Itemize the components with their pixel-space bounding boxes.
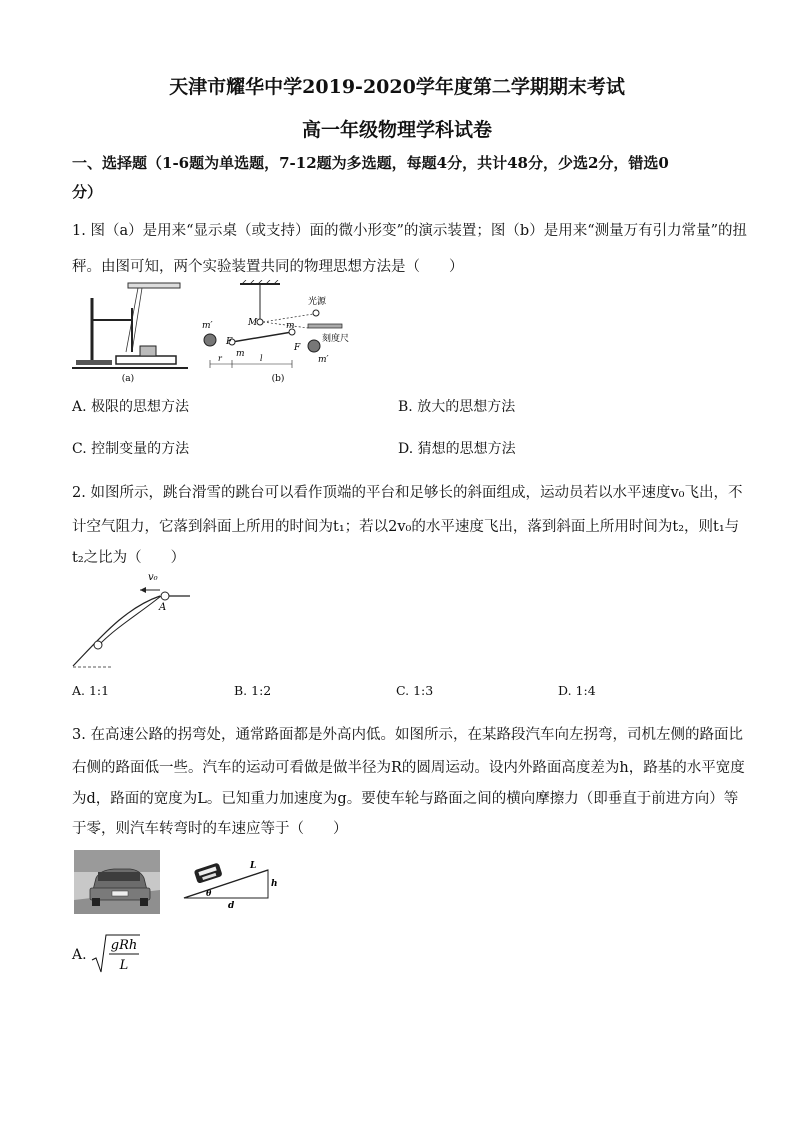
fig-b-label: (b) [271,374,285,384]
formula-denominator: L [119,958,129,973]
fig-b-F-right: F [294,343,301,353]
q1-figure-b [200,280,375,384]
fig-a-label: (a) [121,374,135,384]
fig-b-m-right: m [286,321,295,331]
fig-b-M: M [248,318,258,328]
q1-text-line2: 秤。由图可知，两个实验装置共同的物理思想方法是（ ） [72,259,464,275]
q3-car-photo [74,850,160,914]
fig-b-ruler-label: 刻度尺 [322,334,350,344]
fig-h-label: h [271,879,278,889]
q1-text-line1: 1. 图（a）是用来“显示桌（或支持）面的微小形变”的演示装置；图（b）是用来“测量万有引力常量”的扭 [72,223,748,239]
q1-option-c[interactable]: C. 控制变量的方法 [72,441,190,457]
q2-option-c[interactable]: C. 1:3 [396,683,434,698]
fig-b-light-label: 光源 [308,297,327,307]
q3-text-line1: 3. 在高速公路的拐弯处，通常路面都是外高内低。如图所示，在某路段汽车向左拐弯，司机左侧的路面比 [72,727,743,743]
fig-d-label: d [228,901,235,910]
q3-text-line3: 为d，路面的宽度为L。已知重力加速度为g。要使车轮与路面之间的横向摩擦力（即垂直于前进方向）等 [72,791,739,807]
q3-text-line4: 于零，则汽车转弯时的车速应等于（ ） [72,821,348,837]
q2-ski-jump-figure [70,568,195,673]
q2-option-a[interactable]: A. 1:1 [72,683,110,698]
q3-text-line2: 右侧的路面低一些。汽车的运动可看做是做半径为R的圆周运动。设内外路面高度差为h，路基的水平宽度 [72,760,745,776]
section-heading-line1: 一、选择题（1-6题为单选题，7-12题为多选题，每题4分，共计48分，少选2分，错选0 [72,154,669,172]
q1-option-d[interactable]: D. 猜想的思想方法 [398,441,516,457]
q2-text-line3: t₂之比为（ ） [72,550,186,566]
fig-L-label: L [250,861,257,871]
fig-b-r: r [218,354,222,363]
q2-option-d[interactable]: D. 1:4 [558,683,596,698]
q1-option-a[interactable]: A. 极限的思想方法 [72,399,190,415]
fig-v0-label: v₀ [148,572,158,583]
fig-b-mprime-left: m′ [202,321,213,331]
q1-option-b[interactable]: B. 放大的思想方法 [398,399,516,415]
q1-figure-a [72,280,188,384]
exam-title: 天津市耀华中学2019-2020学年度第二学期期末考试 [169,76,625,98]
q3-option-a-formula[interactable] [90,932,142,976]
q2-option-b[interactable]: B. 1:2 [234,683,272,698]
fig-A-label: A [159,602,167,613]
q3-option-a-prefix[interactable]: A. [72,947,87,963]
fig-b-mprime-right: m′ [318,355,329,365]
exam-subtitle: 高一年级物理学科试卷 [301,119,492,141]
fig-theta-label: θ [206,888,212,898]
q2-text-line1: 2. 如图所示，跳台滑雪的跳台可以看作顶端的平台和足够长的斜面组成，运动员若以水平速度v₀飞出，不 [72,485,743,501]
fig-b-m-left: m [236,349,245,359]
fig-b-F-left: F [226,337,233,347]
q3-banked-road-figure [180,852,280,910]
fig-b-l: l [260,354,263,363]
section-heading-line2: 分） [72,183,103,201]
q2-text-line2: 计空气阻力，它落到斜面上所用的时间为t₁；若以2v₀的水平速度飞出，落到斜面上所用时间为t₂，则t₁与 [72,519,740,535]
formula-numerator: gRh [110,938,138,953]
